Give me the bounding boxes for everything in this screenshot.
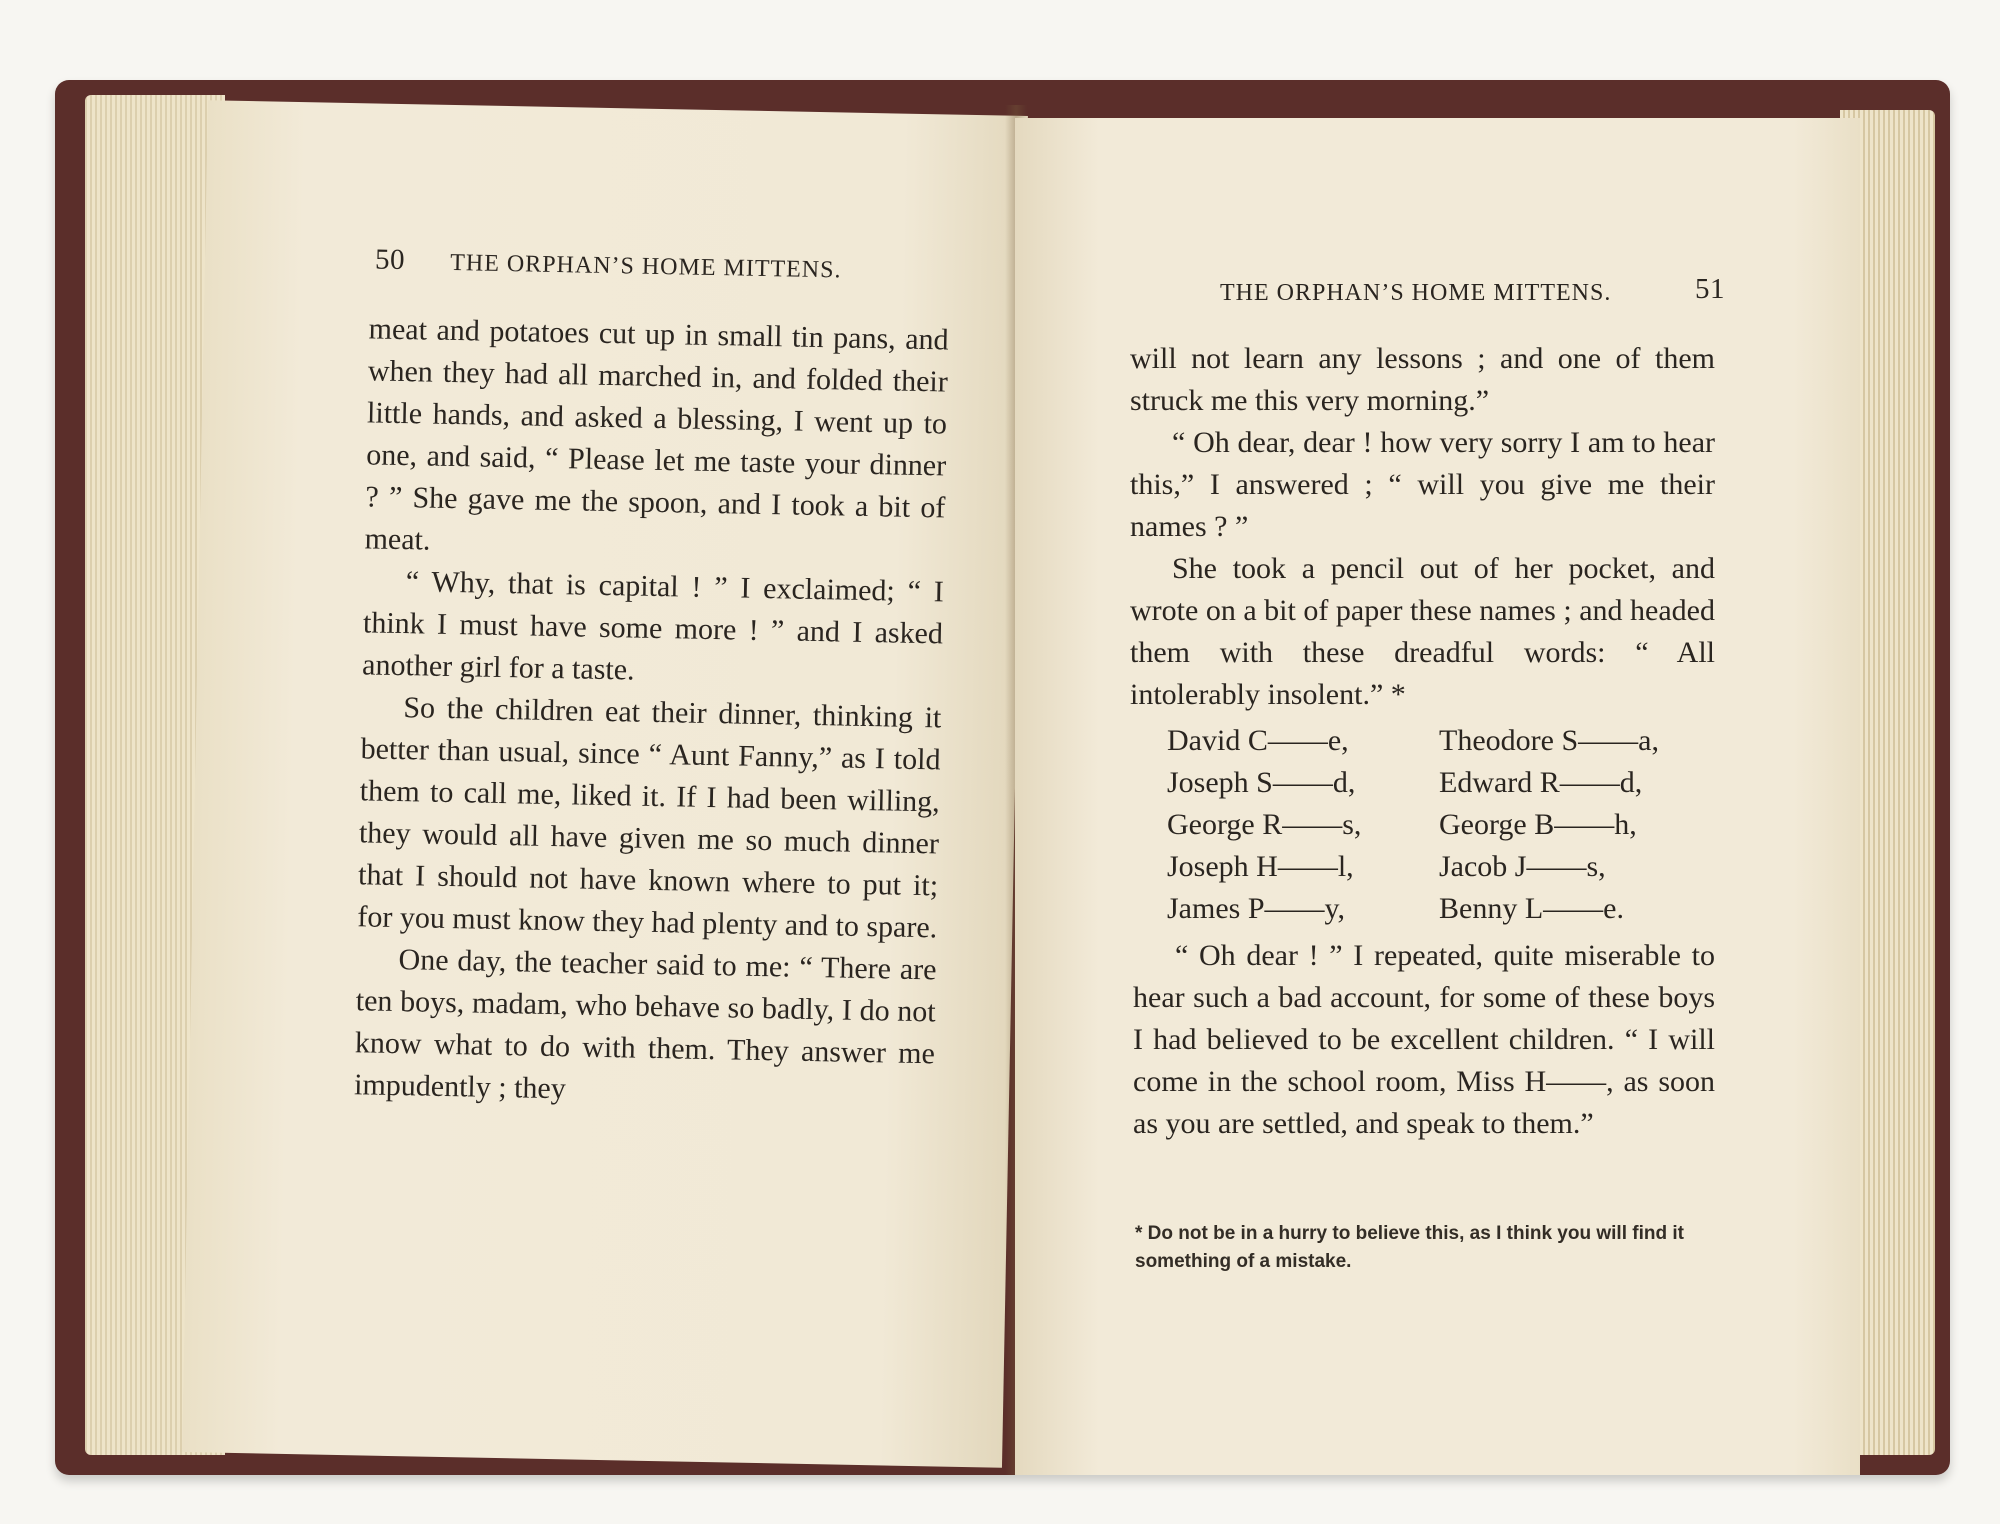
right-page-header — [1220, 273, 1725, 307]
right-paragraph: “ Oh dear, dear ! how very sorry I am to hear this,” I answered ; “ will you give me their names ? ” — [1130, 426, 1715, 543]
name-row — [1167, 804, 1659, 846]
name-list — [1167, 720, 1659, 930]
name-entry: Benny L——e. — [1439, 892, 1624, 925]
right-paragraph: will not learn any lessons ; and one of them struck me this very morning.” — [1130, 342, 1715, 417]
name-entry: Edward R——d, — [1439, 766, 1643, 799]
right-paragraph: She took a pencil out of her pocket, and wrote on a bit of paper these names ; and headed them with these dreadful words: “ All intolerably insolent.” * — [1130, 552, 1715, 711]
name-row — [1167, 720, 1659, 762]
footnote: * Do not be in a hurry to believe this, as I think you will find it something of a mistake. — [1135, 1223, 1684, 1272]
left-paragraph: So the children eat their dinner, thinking it better than usual, since “ Aunt Fanny,” as I told them to call me, liked it. If I had been willing, they would all have given me so much dinner that I should not have known where to put it; for you must know they had plenty and to spare. — [357, 691, 942, 945]
name-entry: George R——s, — [1167, 808, 1362, 841]
name-row — [1167, 888, 1659, 930]
right-body-text — [1130, 338, 1715, 716]
left-page-number: 50 — [374, 243, 406, 277]
name-entry: Joseph H——l, — [1167, 850, 1354, 883]
left-body-text — [354, 308, 949, 1117]
name-entry: George B——h, — [1439, 808, 1637, 841]
name-entry: Joseph S——d, — [1167, 766, 1356, 799]
name-row — [1167, 762, 1659, 804]
right-body-text-after — [1133, 935, 1715, 1145]
right-page-number: 51 — [1695, 273, 1725, 305]
left-paragraph: meat and potatoes cut up in small tin pans, and when they had all marched in, and folded their little hands, and asked a blessing, I went up to one, and said, “ Please let me taste your dinner ? ” She gave me the spoon, and I took a bit of meat. — [364, 312, 949, 557]
left-page-header — [375, 243, 842, 285]
left-page — [182, 100, 1028, 1467]
name-entry: Theodore S——a, — [1439, 724, 1659, 757]
left-running-title: THE ORPHAN’S HOME MITTENS. — [449, 249, 842, 284]
left-paragraph: One day, the teacher said to me: “ There are ten boys, madam, who behave so badly, I do not know what to do with them. They answer me impudently ; they — [353, 943, 937, 1106]
right-running-title: THE ORPHAN’S HOME MITTENS. — [1220, 280, 1612, 306]
name-entry: James P——y, — [1167, 892, 1346, 925]
name-entry: Jacob J——s, — [1439, 850, 1606, 883]
name-row — [1167, 846, 1659, 888]
name-entry: David C——e, — [1167, 724, 1349, 757]
right-page — [1015, 118, 1860, 1475]
left-paragraph: “ Why, that is capital ! ” I exclaimed; “ I think I must have some more ! ” and I asked another girl for a taste. — [361, 565, 945, 687]
right-paragraph: “ Oh dear ! ” I repeated, quite miserable to hear such a bad account, for some of these boys I had believed to be excellent children. “ I will come in the school room, Miss H——, as soon as you are settled, and speak to them.” — [1133, 939, 1715, 1140]
